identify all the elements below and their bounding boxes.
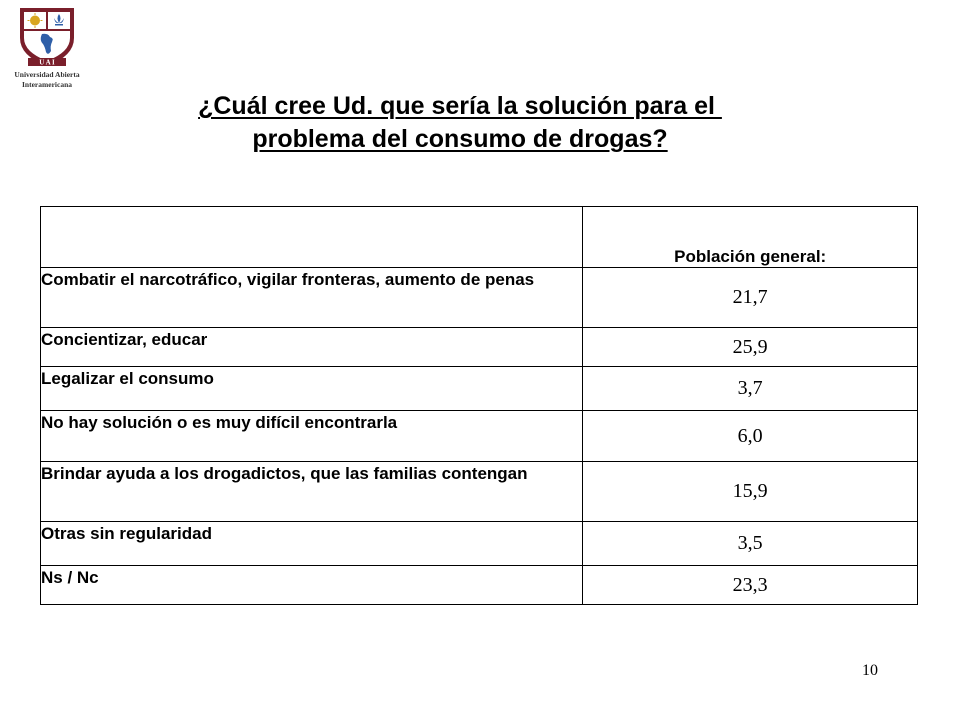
table-row — [41, 462, 918, 522]
crest-monogram: U A I — [39, 58, 55, 67]
column-header-poblacion: Población general: — [583, 207, 918, 268]
crest-icon — [6, 4, 88, 68]
row-label: Combatir el narcotráfico, vigilar fronteras, aumento de penas — [41, 268, 583, 328]
row-value: 15,9 — [583, 462, 918, 522]
title-line1: ¿Cuál cree Ud. que sería la solución para el — [198, 92, 722, 120]
row-label: Brindar ayuda a los drogadictos, que las familias contengan — [41, 462, 583, 522]
table-row — [41, 268, 918, 328]
row-value: 21,7 — [583, 268, 918, 328]
page-number: 10 — [862, 662, 878, 679]
table-row — [41, 522, 918, 566]
results-table — [40, 206, 918, 605]
row-value: 3,5 — [583, 522, 918, 566]
title-line2: problema del consumo de drogas? — [252, 125, 668, 153]
row-value: 6,0 — [583, 411, 918, 462]
university-logo — [6, 4, 88, 92]
row-value: 25,9 — [583, 328, 918, 367]
table-row — [41, 411, 918, 462]
header-empty-cell — [41, 207, 583, 268]
page-title — [100, 90, 820, 156]
table-header-row — [41, 207, 918, 268]
row-value: 3,7 — [583, 367, 918, 411]
table-row — [41, 367, 918, 411]
row-value: 23,3 — [583, 566, 918, 605]
university-name-line1: Universidad Abierta — [14, 70, 80, 79]
university-name-line2: Interamericana — [22, 80, 72, 89]
row-label: No hay solución o es muy difícil encontrarla — [41, 411, 583, 462]
row-label: Otras sin regularidad — [41, 522, 583, 566]
row-label: Concientizar, educar — [41, 328, 583, 367]
table-row — [41, 566, 918, 605]
row-label: Legalizar el consumo — [41, 367, 583, 411]
table-row — [41, 328, 918, 367]
row-label: Ns / Nc — [41, 566, 583, 605]
